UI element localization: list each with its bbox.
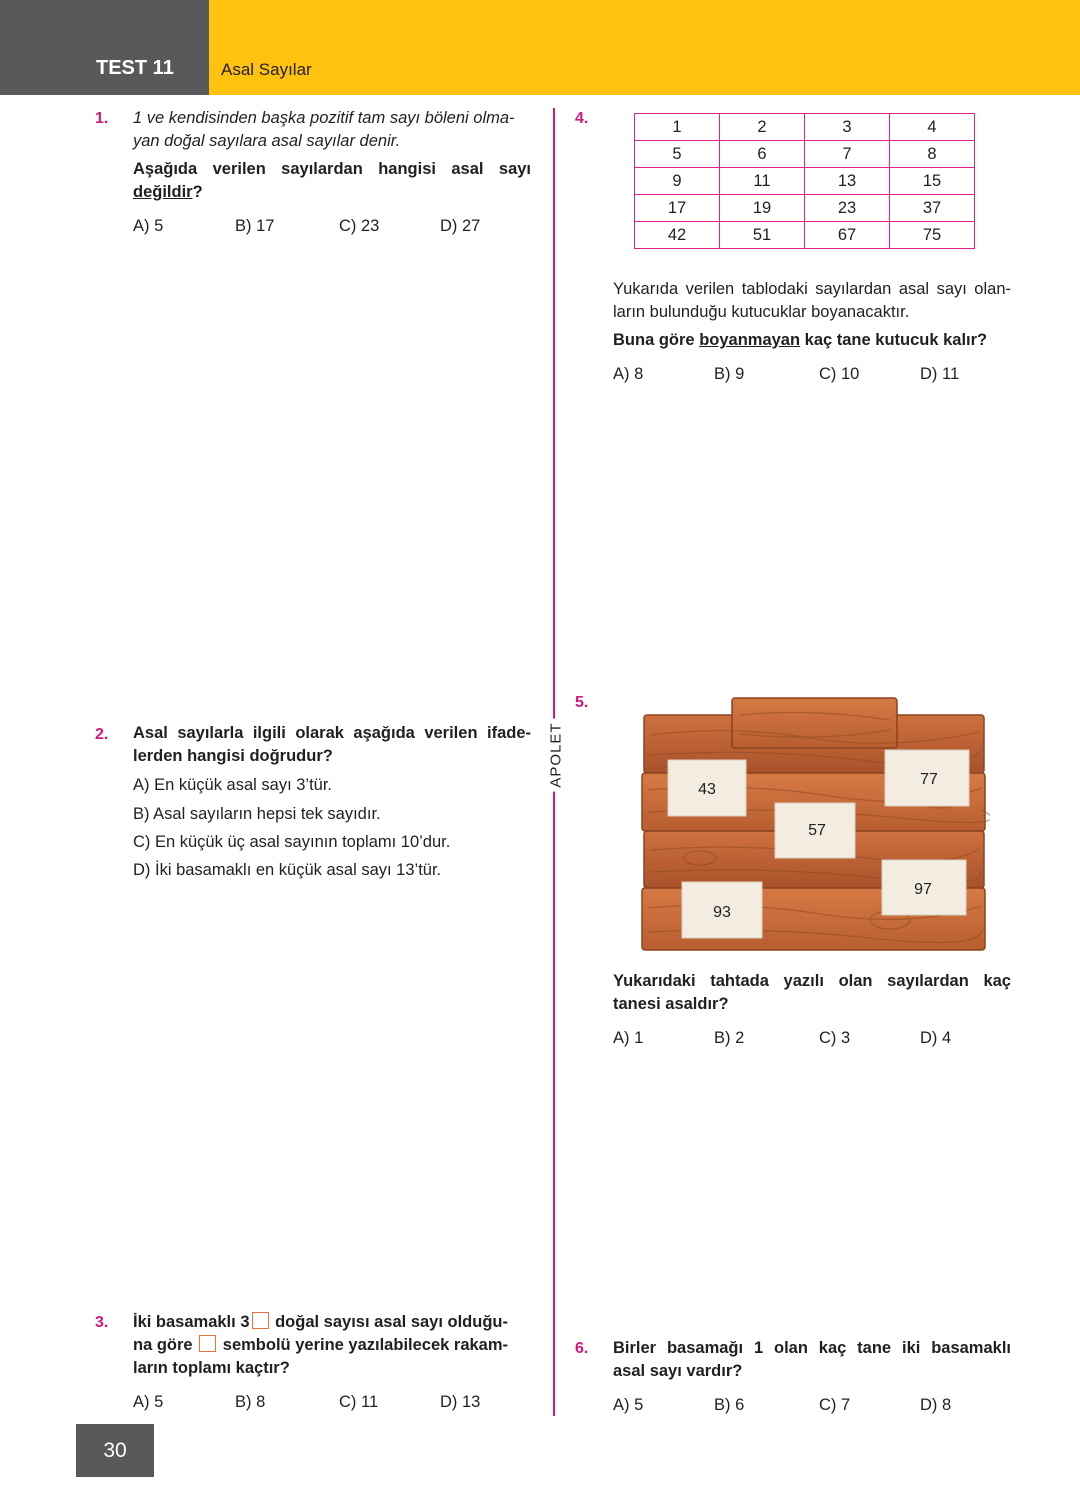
table-cell: 9 bbox=[635, 168, 720, 195]
q5-option-d[interactable]: D) 4 bbox=[920, 1029, 952, 1047]
q1-line1: 1 ve kendisinden başka pozitif tam sayı böleni olma- bbox=[133, 109, 515, 127]
q6-text bbox=[613, 1337, 1011, 1383]
q3-line1-end: doğal sayısı asal sayı olduğu- bbox=[270, 1313, 508, 1331]
q6-option-a[interactable]: A) 5 bbox=[613, 1396, 644, 1414]
q2-line1: Asal sayılarla ilgili olarak aşağıda verilen ifade- bbox=[133, 724, 531, 742]
table-cell: 6 bbox=[720, 141, 805, 168]
table-cell: 2 bbox=[720, 114, 805, 141]
q3-option-a[interactable]: A) 5 bbox=[133, 1393, 164, 1411]
table-row bbox=[635, 168, 975, 195]
q5-number: 5. bbox=[575, 694, 589, 711]
wooden-board-illustration bbox=[640, 690, 990, 955]
board-number: 43 bbox=[698, 781, 716, 798]
q5-text bbox=[613, 970, 1011, 1016]
q2-option-a[interactable]: A) En küçük asal sayı 3’tür. bbox=[133, 776, 333, 794]
q3-line2-start: na göre bbox=[133, 1336, 193, 1354]
q2-number: 2. bbox=[95, 726, 109, 743]
q3-option-d[interactable]: D) 13 bbox=[440, 1393, 481, 1411]
q2-option-c[interactable]: C) En küçük üç asal sayının toplamı 10’dur. bbox=[133, 833, 451, 851]
number-table bbox=[634, 113, 975, 249]
q4-option-c[interactable]: C) 10 bbox=[819, 365, 860, 383]
page-number: 30 bbox=[76, 1424, 154, 1477]
q4-question-start: Buna göre bbox=[613, 331, 700, 349]
table-cell: 51 bbox=[720, 222, 805, 249]
brand-label: APOLET bbox=[548, 718, 565, 791]
test-title: TEST 11 bbox=[96, 57, 174, 79]
table-row bbox=[635, 141, 975, 168]
q6-line2: asal sayı vardır? bbox=[613, 1362, 743, 1380]
table-cell: 42 bbox=[635, 222, 720, 249]
q1-option-b[interactable]: B) 17 bbox=[235, 217, 275, 235]
q4-option-a[interactable]: A) 8 bbox=[613, 365, 644, 383]
q2-line2: lerden hangisi doğrudur? bbox=[133, 747, 333, 765]
q3-line2-end: sembolü yerine yazılabilecek rakam- bbox=[218, 1336, 509, 1354]
q6-option-c[interactable]: C) 7 bbox=[819, 1396, 851, 1414]
table-cell: 1 bbox=[635, 114, 720, 141]
blank-box-icon bbox=[199, 1335, 216, 1352]
q4-option-b[interactable]: B) 9 bbox=[714, 365, 745, 383]
q3-line3: ların toplamı kaçtır? bbox=[133, 1359, 290, 1377]
q4-question-end: kaç tane kutucuk kalır? bbox=[800, 331, 988, 349]
board-number: 93 bbox=[713, 904, 731, 921]
table-row bbox=[635, 195, 975, 222]
q6-option-d[interactable]: D) 8 bbox=[920, 1396, 952, 1414]
q1-option-a[interactable]: A) 5 bbox=[133, 217, 164, 235]
q2-option-b[interactable]: B) Asal sayıların hepsi tek sayıdır. bbox=[133, 805, 381, 823]
q6-line1: Birler basamağı 1 olan kaç tane iki basamaklı bbox=[613, 1339, 1011, 1357]
q5-line1: Yukarıdaki tahtada yazılı olan sayılardan kaç bbox=[613, 972, 1011, 990]
blank-box-icon bbox=[252, 1312, 269, 1329]
q3-option-c[interactable]: C) 11 bbox=[339, 1393, 379, 1411]
table-cell: 7 bbox=[805, 141, 890, 168]
table-cell: 5 bbox=[635, 141, 720, 168]
q5-option-c[interactable]: C) 3 bbox=[819, 1029, 851, 1047]
wood-plank bbox=[732, 698, 897, 748]
q4-line2: ların bulunduğu kutucuklar boyanacaktır. bbox=[613, 303, 910, 321]
header-gray-band bbox=[0, 0, 209, 95]
q5-option-b[interactable]: B) 2 bbox=[714, 1029, 745, 1047]
q4-number: 4. bbox=[575, 110, 589, 127]
q1-line2: yan doğal sayılara asal sayılar denir. bbox=[133, 132, 401, 150]
table-cell: 13 bbox=[805, 168, 890, 195]
q3-text bbox=[133, 1311, 531, 1380]
table-cell: 3 bbox=[805, 114, 890, 141]
table-row bbox=[635, 222, 975, 249]
q1-question-underlined: değildir bbox=[133, 183, 193, 201]
q4-option-d[interactable]: D) 11 bbox=[920, 365, 960, 383]
q5-option-a[interactable]: A) 1 bbox=[613, 1029, 644, 1047]
q1-option-d[interactable]: D) 27 bbox=[440, 217, 481, 235]
q2-text bbox=[133, 722, 531, 768]
table-cell: 8 bbox=[890, 141, 975, 168]
table-cell: 67 bbox=[805, 222, 890, 249]
q6-number: 6. bbox=[575, 1340, 589, 1357]
table-cell: 75 bbox=[890, 222, 975, 249]
q2-option-d[interactable]: D) İki basamaklı en küçük asal sayı 13’tür. bbox=[133, 861, 442, 879]
table-row bbox=[635, 114, 975, 141]
table-cell: 11 bbox=[720, 168, 805, 195]
q4-question-underlined: boyanmayan bbox=[699, 331, 801, 349]
q1-question-line1: Aşağıda verilen sayılardan hangisi asal sayı bbox=[133, 160, 531, 178]
board-number: 77 bbox=[920, 771, 938, 788]
q4-text bbox=[613, 278, 1011, 352]
q1-text bbox=[133, 107, 531, 204]
topic-title: Asal Sayılar bbox=[221, 60, 312, 79]
q4-line1: Yukarıda verilen tablodaki sayılardan asal sayı olan- bbox=[613, 280, 1011, 298]
q6-option-b[interactable]: B) 6 bbox=[714, 1396, 745, 1414]
q3-number: 3. bbox=[95, 1314, 109, 1331]
table-cell: 19 bbox=[720, 195, 805, 222]
q3-option-b[interactable]: B) 8 bbox=[235, 1393, 266, 1411]
q5-line2: tanesi asaldır? bbox=[613, 995, 729, 1013]
table-cell: 37 bbox=[890, 195, 975, 222]
table-cell: 17 bbox=[635, 195, 720, 222]
q1-number: 1. bbox=[95, 110, 109, 127]
board-number: 57 bbox=[808, 822, 826, 839]
header-yellow-band bbox=[209, 0, 1080, 95]
table-cell: 23 bbox=[805, 195, 890, 222]
q3-line1-start: İki basamaklı 3 bbox=[133, 1313, 250, 1331]
board-number: 97 bbox=[914, 881, 932, 898]
table-cell: 4 bbox=[890, 114, 975, 141]
table-cell: 15 bbox=[890, 168, 975, 195]
q1-question-end: ? bbox=[192, 183, 203, 201]
q1-option-c[interactable]: C) 23 bbox=[339, 217, 380, 235]
